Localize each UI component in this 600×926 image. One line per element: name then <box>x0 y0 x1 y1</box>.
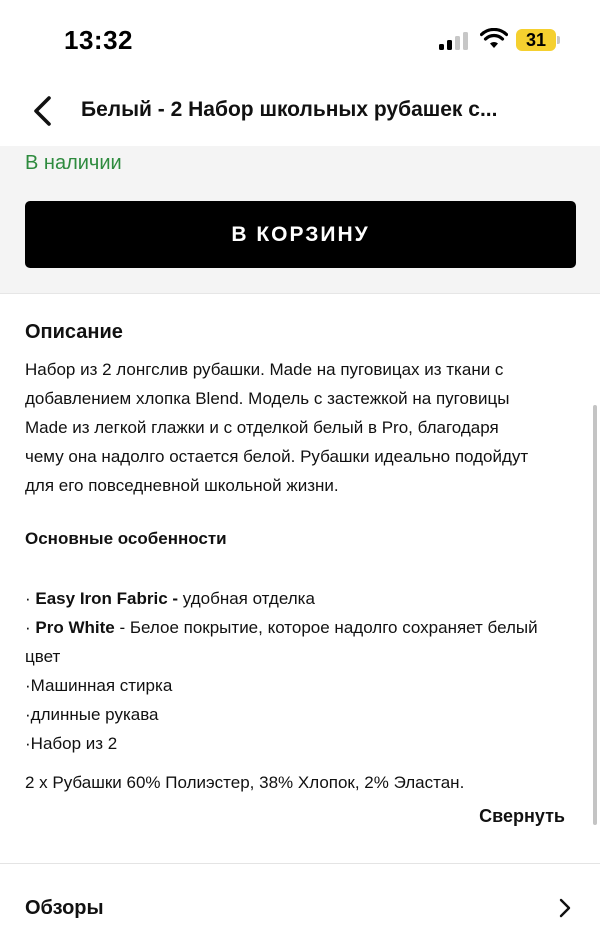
description-line: Made из легкой глажки и с отделкой белый в Pro, благодаря <box>25 418 499 437</box>
feature-item: ·длинные рукава <box>25 705 159 724</box>
feature-text: - Белое покрытие, которое надолго сохраняет белый цвет <box>25 618 538 666</box>
scrollbar[interactable] <box>593 405 597 825</box>
feature-text: длинные рукава <box>30 705 159 724</box>
reviews-label: Обзоры <box>25 897 104 919</box>
features-list <box>25 584 573 758</box>
feature-name: Easy Iron Fabric - <box>35 589 179 608</box>
wifi-icon <box>480 28 508 50</box>
add-to-cart-button[interactable]: В КОРЗИНУ <box>25 201 576 268</box>
composition-text: 2 x Рубашки 60% Полиэстер, 38% Хлопок, 2% Эластан. <box>25 773 465 792</box>
features-heading: Основные особенности <box>25 529 227 548</box>
collapse-button[interactable]: Свернуть <box>479 806 565 826</box>
chevron-left-icon[interactable] <box>28 94 58 128</box>
status-bar <box>0 0 600 80</box>
chevron-right-icon <box>557 897 573 919</box>
feature-text: Машинная стирка <box>30 676 173 695</box>
nav-bar <box>0 80 600 146</box>
description-line: для его повседневной школьной жизни. <box>25 476 339 495</box>
feature-item: ·Набор из 2 <box>25 734 118 753</box>
feature-text: Набор из 2 <box>30 734 118 753</box>
feature-item: ·Машинная стирка <box>25 676 173 695</box>
battery-tip <box>557 36 560 44</box>
description-section <box>0 295 600 863</box>
feature-item: · Easy Iron Fabric - удобная отделка <box>25 589 315 608</box>
availability-status: В наличии <box>25 152 122 174</box>
battery-icon: 31 <box>516 29 556 51</box>
status-time: 13:32 <box>64 25 133 55</box>
description-line: добавлением хлопка Blend. Модель с застежкой на пуговицы <box>25 389 510 408</box>
feature-text: удобная отделка <box>178 589 315 608</box>
description-line: чему она надолго остается белой. Рубашки идеально подойдут <box>25 447 529 466</box>
reviews-row[interactable] <box>0 864 600 926</box>
description-text <box>25 355 573 500</box>
description-line: Набор из 2 лонгслив рубашки. Made на пуговицах из ткани с <box>25 360 504 379</box>
cellular-signal-icon <box>439 30 469 50</box>
feature-item: · Pro White - Белое покрытие, которое надолго сохраняет белый цвет <box>25 618 538 666</box>
purchase-panel <box>0 146 600 294</box>
description-heading: Описание <box>25 321 123 343</box>
feature-name: Pro White <box>35 618 115 637</box>
page-title: Белый - 2 Набор школьных рубашек с... <box>81 98 498 121</box>
